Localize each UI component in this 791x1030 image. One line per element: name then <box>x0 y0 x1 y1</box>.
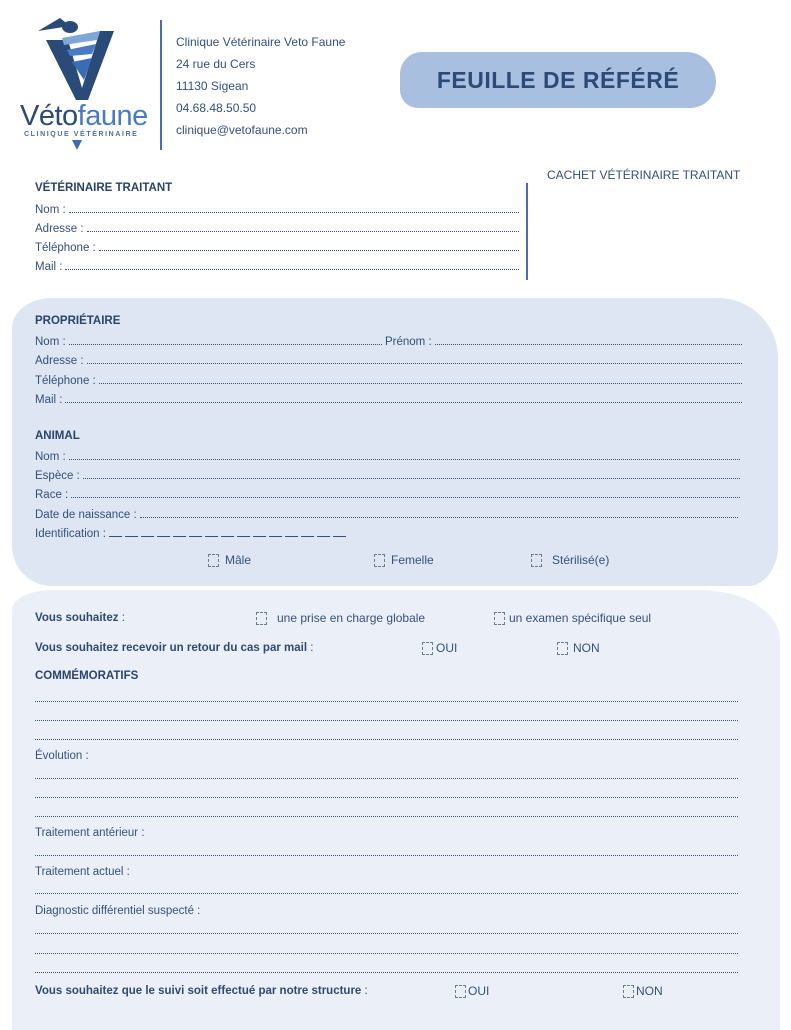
female-checkbox[interactable] <box>374 553 434 567</box>
evolution-line[interactable] <box>32 805 738 820</box>
checkbox-icon[interactable] <box>494 612 505 625</box>
checkbox-icon[interactable] <box>422 642 433 655</box>
request-label-text: Vous souhaitez <box>35 612 119 624</box>
stamp-divider <box>526 183 528 280</box>
feedback-no-checkbox[interactable] <box>557 641 600 655</box>
vet-mail-field[interactable] <box>35 258 519 273</box>
checkbox-icon[interactable] <box>623 985 634 998</box>
field-label: Traitement actuel : <box>35 866 130 878</box>
animal-identification-field[interactable] <box>35 525 405 540</box>
field-label: Nom : <box>35 336 66 348</box>
history-heading: COMMÉMORATIFS <box>35 670 139 682</box>
followup-yes-checkbox[interactable] <box>455 984 489 998</box>
followup-no-checkbox[interactable] <box>623 984 663 998</box>
checkbox-icon[interactable] <box>208 554 219 567</box>
option-label: Femelle <box>391 553 434 567</box>
colon: : <box>361 985 368 997</box>
field-label: Prénom : <box>385 336 432 348</box>
option-label: un examen spécifique seul <box>509 611 652 625</box>
field-label: Téléphone : <box>35 242 96 254</box>
vet-phone-field[interactable] <box>35 239 519 254</box>
feedback-yes-checkbox[interactable] <box>422 641 457 655</box>
animal-species-field[interactable] <box>35 467 740 482</box>
checkbox-icon[interactable] <box>256 612 267 625</box>
evolution-line[interactable] <box>32 767 738 782</box>
logo <box>20 18 148 153</box>
owner-name-field[interactable] <box>35 333 382 348</box>
vet-address-field[interactable] <box>35 220 519 235</box>
stamp-label: CACHET VÉTÉRINAIRE TRAITANT <box>547 168 741 182</box>
field-label: Mail : <box>35 394 63 406</box>
owner-firstname-field[interactable] <box>385 333 742 348</box>
diagnosis-line[interactable] <box>32 942 738 957</box>
feedback-label-text: Vous souhaitez recevoir un retour du cas par mail <box>35 642 308 654</box>
logo-bird-v-icon <box>20 18 135 108</box>
checkbox-icon[interactable] <box>557 642 568 655</box>
field-label: Évolution : <box>35 750 89 762</box>
diagnosis-line[interactable] <box>32 961 738 976</box>
vet-name-field[interactable] <box>35 201 519 216</box>
specific-exam-checkbox[interactable] <box>494 611 651 625</box>
male-checkbox[interactable] <box>208 553 251 567</box>
field-label: Espèce : <box>35 470 80 482</box>
animal-breed-field[interactable] <box>35 486 740 501</box>
prior-treatment-line[interactable] <box>32 844 738 859</box>
evolution-label <box>35 747 89 762</box>
field-label: Race : <box>35 489 69 501</box>
diagnosis-line[interactable] <box>32 922 738 937</box>
current-treatment-line[interactable] <box>32 882 738 897</box>
followup-label <box>35 985 368 997</box>
animal-name-field[interactable] <box>35 448 740 463</box>
field-label: Nom : <box>35 451 66 463</box>
header-divider <box>160 20 162 150</box>
logo-triangle-icon <box>72 140 82 150</box>
field-label: Identification : <box>35 528 106 540</box>
field-label: Adresse : <box>35 355 84 367</box>
option-label: OUI <box>436 641 458 655</box>
clinic-email[interactable]: clinique@vetofaune.com <box>176 123 308 137</box>
option-label: OUI <box>468 984 490 998</box>
animal-birthdate-field[interactable] <box>35 506 738 521</box>
field-label: Traitement antérieur : <box>35 827 145 839</box>
field-label: Adresse : <box>35 223 84 235</box>
evolution-line[interactable] <box>32 786 738 801</box>
field-label: Date de naissance : <box>35 509 137 521</box>
request-label <box>35 612 125 624</box>
option-label: Mâle <box>225 553 252 567</box>
identification-digit-slots[interactable] <box>109 536 349 537</box>
animal-heading: ANIMAL <box>35 430 80 442</box>
owner-mail-field[interactable] <box>35 391 742 406</box>
colon: : <box>118 612 125 624</box>
option-label: Stérilisé(e) <box>552 553 610 567</box>
field-label: Diagnostic différentiel suspecté : <box>35 905 201 917</box>
clinic-phone: 04.68.48.50.50 <box>176 101 257 115</box>
prior-treatment-label <box>35 824 145 839</box>
option-label: NON <box>636 984 663 998</box>
option-label: NON <box>573 641 600 655</box>
owner-phone-field[interactable] <box>35 372 742 387</box>
global-care-checkbox[interactable] <box>256 611 425 625</box>
feedback-label <box>35 642 313 654</box>
followup-label-text: Vous souhaitez que le suivi soit effectué par notre structure <box>35 985 362 997</box>
owner-address-field[interactable] <box>35 352 742 367</box>
field-label: Mail : <box>35 261 63 273</box>
vet-heading: VÉTÉRINAIRE TRAITANT <box>35 182 173 194</box>
history-line[interactable] <box>32 709 738 724</box>
history-line[interactable] <box>32 690 738 705</box>
checkbox-icon[interactable] <box>531 554 542 567</box>
field-label: Téléphone : <box>35 375 96 387</box>
clinic-name: Clinique Vétérinaire Veto Faune <box>176 35 346 49</box>
logo-name-part1: Véto <box>20 100 78 132</box>
clinic-city: 11130 Sigean <box>176 79 249 93</box>
option-label: une prise en charge globale <box>277 611 426 625</box>
page-title: FEUILLE DE RÉFÉRÉ <box>400 52 716 108</box>
logo-name-part2: faune <box>77 100 148 132</box>
diagnosis-label <box>35 902 200 917</box>
field-label: Nom : <box>35 204 66 216</box>
history-line[interactable] <box>32 728 738 743</box>
sterilized-checkbox[interactable] <box>531 553 609 567</box>
clinic-address: 24 rue du Cers <box>176 57 256 71</box>
logo-tagline: CLINIQUE VÉTÉRINAIRE <box>24 131 139 138</box>
colon: : <box>307 642 314 654</box>
current-treatment-label <box>35 863 130 878</box>
checkbox-icon[interactable] <box>455 985 466 998</box>
owner-heading: PROPRIÉTAIRE <box>35 315 121 327</box>
checkbox-icon[interactable] <box>374 554 385 567</box>
